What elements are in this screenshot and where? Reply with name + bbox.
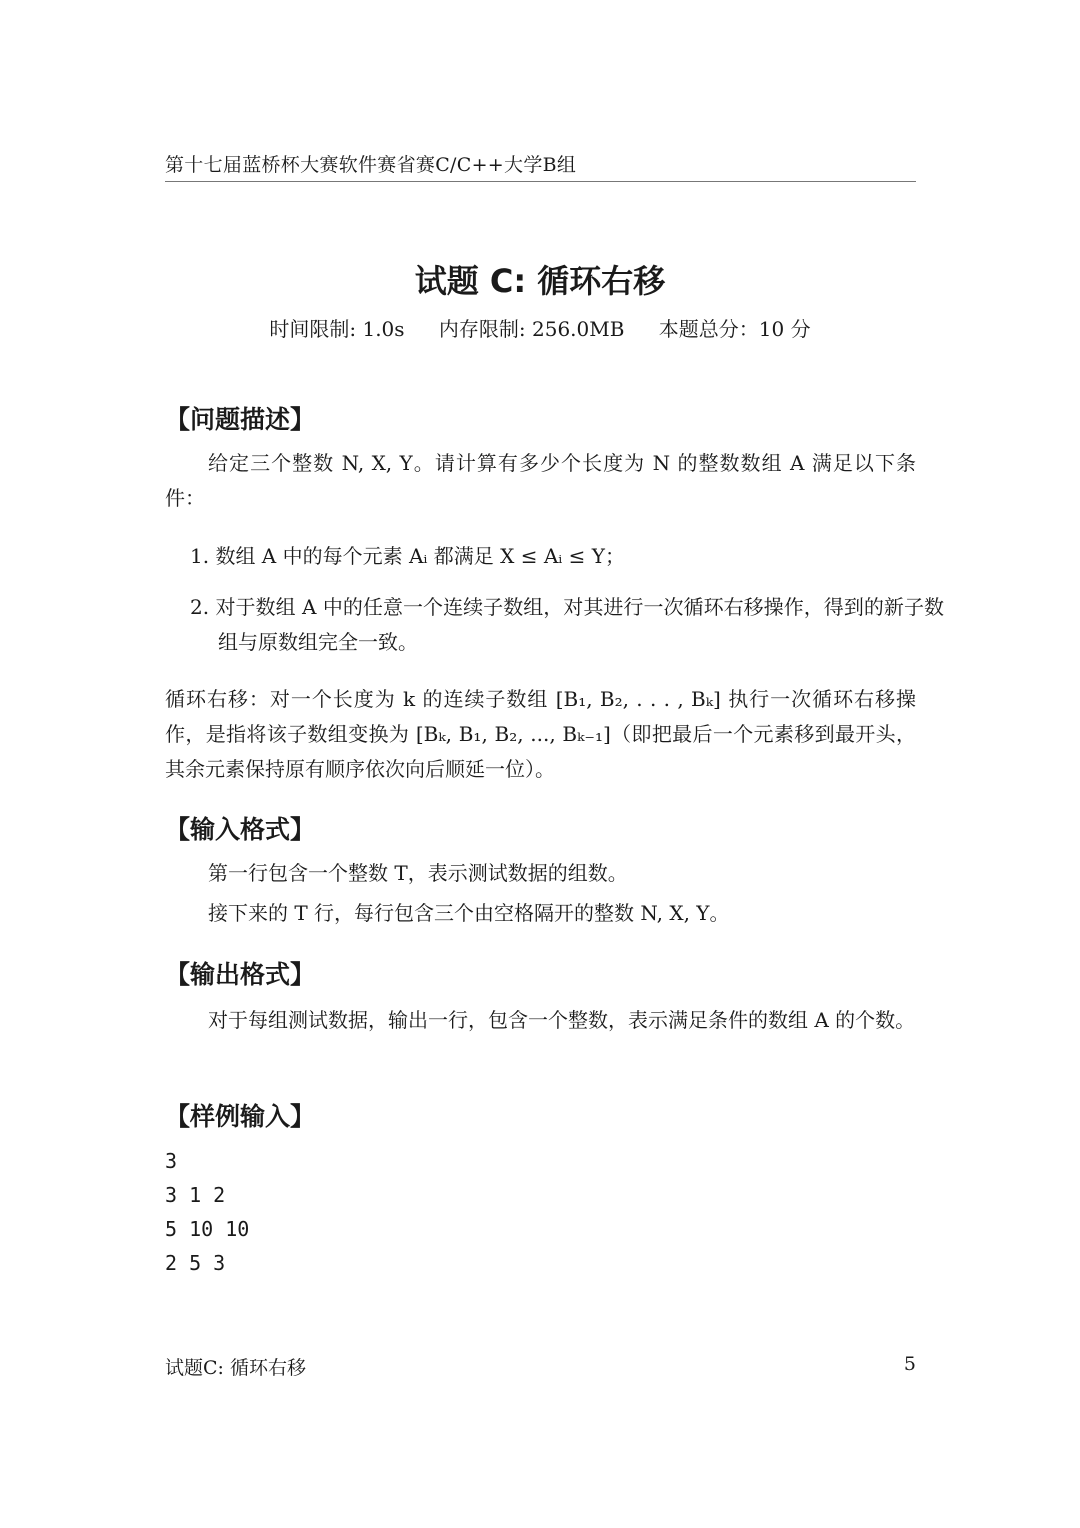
header-rule xyxy=(165,181,916,182)
limits-line xyxy=(0,313,1080,342)
condition-item-1: 1. 数组 A 中的每个元素 Aᵢ 都满足 X ≤ Aᵢ ≤ Y； xyxy=(190,544,625,568)
condition-item-2: 2. 对于数组 A 中的任意一个连续子数组，对其进行一次循环右移操作，得到的新子数组与原数组完全一致。 xyxy=(190,595,944,654)
input-line-1: 第一行包含一个整数 T，表示测试数据的组数。 xyxy=(208,861,628,885)
footer-problem-label: 试题C: 循环右移 xyxy=(165,1357,306,1379)
sample-input-heading: 【样例输入】 xyxy=(165,1102,316,1131)
page-number: 5 xyxy=(903,1353,916,1375)
sample-input-line: 3 1 2 xyxy=(165,1183,226,1207)
time-limit: 时间限制: 1.0s xyxy=(269,317,405,341)
input-line-2: 接下来的 T 行，每行包含三个由空格隔开的整数 N, X, Y。 xyxy=(208,901,730,925)
sample-input-line: 5 10 10 xyxy=(165,1217,250,1241)
description-intro: 给定三个整数 N, X, Y。请计算有多少个长度为 N 的整数数组 A 满足以下条件： xyxy=(165,451,916,510)
sample-input-line: 3 xyxy=(165,1149,178,1173)
total-score: 本题总分：10 分 xyxy=(658,317,811,341)
problem-title: 试题 C: 循环右移 xyxy=(414,262,666,300)
input-heading: 【输入格式】 xyxy=(165,815,316,844)
page-header: 第十七届蓝桥杯大赛软件赛省赛C/C++大学B组 xyxy=(165,154,577,176)
output-heading: 【输出格式】 xyxy=(165,960,316,989)
rotation-definition: 循环右移：对一个长度为 k 的连续子数组 [B₁, B₂, . . . , Bₖ] 执行一次循环右移操作，是指将该子数组变换为 [Bₖ, B₁, B₂, ..., Bₖ₋₁]（即把最后一个元素移到最开头，其余元素保持原有顺序依次向后顺延一位）。 xyxy=(165,687,916,781)
output-text: 对于每组测试数据，输出一行，包含一个整数，表示满足条件的数组 A 的个数。 xyxy=(208,1008,916,1032)
description-heading: 【问题描述】 xyxy=(165,405,316,434)
memory-limit: 内存限制: 256.0MB xyxy=(438,317,625,341)
sample-input-line: 2 5 3 xyxy=(165,1251,226,1275)
